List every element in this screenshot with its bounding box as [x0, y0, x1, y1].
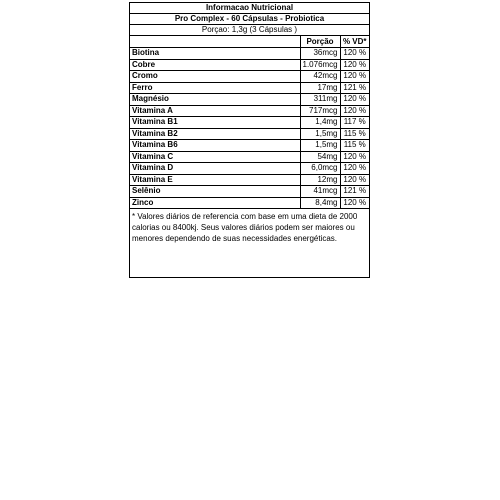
- header-amount: Porção: [300, 36, 340, 48]
- nutrient-table: [130, 36, 369, 209]
- nutrient-vd: 120 %: [340, 94, 369, 106]
- table-row: [130, 105, 369, 117]
- footnote: * Valores diários de referencia com base em uma dieta de 2000 calorias ou 8400kj. Seus valores diários podem ser maiores ou menores dependendo de suas necessidades energéticas.: [132, 212, 358, 243]
- table-row: [130, 82, 369, 94]
- table-header-row: [130, 36, 369, 48]
- nutrient-name: Vitamina B2: [130, 128, 300, 140]
- nutrient-amount: 6,0mcg: [300, 163, 340, 175]
- nutrient-name: Zinco: [130, 197, 300, 209]
- nutrient-name: Vitamina A: [130, 105, 300, 117]
- serving-size: Porçao: 1,3g (3 Cápsulas ): [130, 25, 369, 36]
- nutrient-vd: 120 %: [340, 174, 369, 186]
- table-row: [130, 174, 369, 186]
- nutrient-name: Vitamina B6: [130, 140, 300, 152]
- nutrient-amount: 41mcg: [300, 186, 340, 198]
- nutrient-vd: 120 %: [340, 48, 369, 60]
- nutrient-vd: 121 %: [340, 186, 369, 198]
- nutrient-vd: 115 %: [340, 128, 369, 140]
- nutrient-amount: 12mg: [300, 174, 340, 186]
- nutrient-vd: 117 %: [340, 117, 369, 129]
- nutrient-name: Vitamina E: [130, 174, 300, 186]
- table-row: [130, 163, 369, 175]
- table-row: [130, 59, 369, 71]
- header-vd: % VD*: [340, 36, 369, 48]
- nutrient-amount: 8,4mg: [300, 197, 340, 209]
- nutrient-amount: 311mg: [300, 94, 340, 106]
- nutrient-vd: 120 %: [340, 71, 369, 83]
- nutrient-amount: 717mcg: [300, 105, 340, 117]
- nutrient-vd: 120 %: [340, 163, 369, 175]
- table-row: [130, 94, 369, 106]
- nutrient-vd: 120 %: [340, 105, 369, 117]
- nutrient-name: Selênio: [130, 186, 300, 198]
- nutrition-facts-panel: [129, 2, 370, 278]
- nutrient-amount: 1.076mcg: [300, 59, 340, 71]
- nutrient-name: Magnésio: [130, 94, 300, 106]
- nutrient-name: Vitamina D: [130, 163, 300, 175]
- nutrient-vd: 120 %: [340, 197, 369, 209]
- panel-title: Informacao Nutricional: [130, 3, 369, 14]
- nutrient-amount: 54mg: [300, 151, 340, 163]
- table-row: [130, 117, 369, 129]
- nutrient-amount: 36mcg: [300, 48, 340, 60]
- nutrient-amount: 1,4mg: [300, 117, 340, 129]
- table-row: [130, 128, 369, 140]
- nutrient-vd: 120 %: [340, 151, 369, 163]
- table-row: [130, 71, 369, 83]
- nutrient-name: Vitamina C: [130, 151, 300, 163]
- nutrient-amount: 17mg: [300, 82, 340, 94]
- product-subtitle: Pro Complex - 60 Cápsulas - Probiotica: [130, 14, 369, 25]
- nutrient-vd: 121 %: [340, 82, 369, 94]
- nutrient-vd: 115 %: [340, 140, 369, 152]
- nutrient-name: Vitamina B1: [130, 117, 300, 129]
- table-row: [130, 151, 369, 163]
- nutrient-amount: 1,5mg: [300, 140, 340, 152]
- header-name: [130, 36, 300, 48]
- table-row: [130, 48, 369, 60]
- nutrient-vd: 120 %: [340, 59, 369, 71]
- nutrient-name: Cromo: [130, 71, 300, 83]
- table-row: [130, 186, 369, 198]
- table-row: [130, 140, 369, 152]
- nutrient-name: Ferro: [130, 82, 300, 94]
- nutrient-amount: 42mcg: [300, 71, 340, 83]
- nutrient-name: Cobre: [130, 59, 300, 71]
- table-row: [130, 197, 369, 209]
- nutrient-amount: 1,5mg: [300, 128, 340, 140]
- nutrient-name: Biotina: [130, 48, 300, 60]
